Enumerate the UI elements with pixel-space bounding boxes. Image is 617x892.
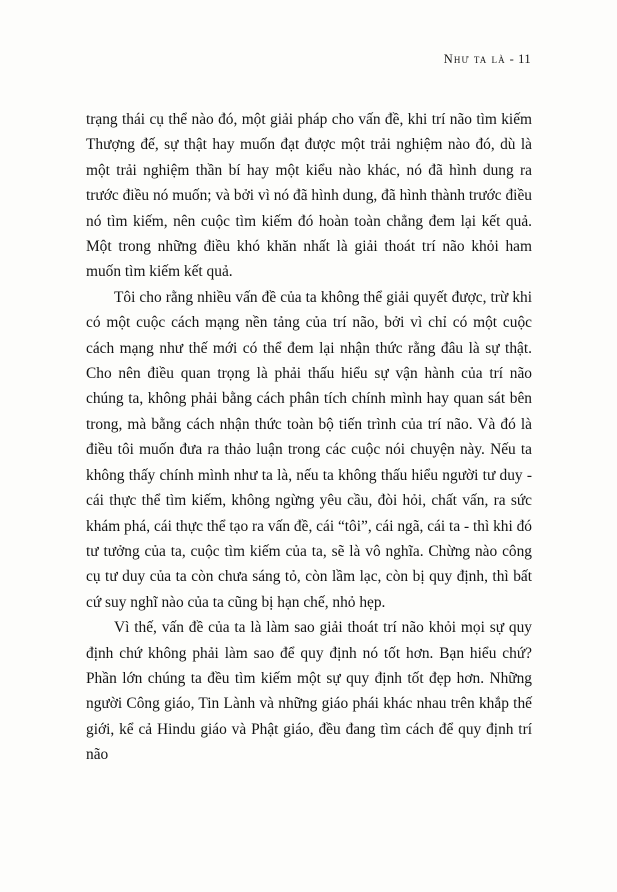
book-title: Như ta là bbox=[443, 52, 506, 66]
page-header bbox=[444, 52, 531, 67]
paragraph-continued: trạng thái cụ thể nào đó, một giải pháp cho vấn đề, khi trí não tìm kiếm Thượng đế, sự thật hay muốn đạt được một trải nghiệm nào đó, dù là một trải nghiệm thần bí hay một kiểu nào khác, nó đã hình dung ra trước điều nó muốn; và bởi vì nó đã hình dung, đã hình thành trước điều nó tìm kiếm, nên cuộc tìm kiếm đó hoàn toàn chẳng đem lại kết quả. Một trong những điều khó khăn nhất là giải thoát trí não khỏi ham muốn tìm kiếm kết quả. bbox=[86, 111, 532, 281]
page-number: 11 bbox=[518, 52, 531, 66]
paragraph: Tôi cho rằng nhiều vấn đề của ta không thể giải quyết được, trừ khi có một cuộc cách mạng nền tảng của trí não, bởi vì chỉ có một cuộc cách mạng như thế mới có thể đem lại nhận thức rằng đâu là sự thật. Cho nên điều quan trọng là phải thấu hiểu sự vận hành của trí não chúng ta, không phải bằng cách phân tích chính mình hay quan sát bên trong, mà bằng cách nhận thức toàn bộ tiến trình của trí não. Và đó là điều tôi muốn đưa ra thảo luận trong các cuộc nói chuyện này. Nếu ta không thấy chính mình như ta là, nếu ta không thấu hiểu người tư duy - cái thực thể tìm kiếm, không ngừng yêu cầu, đòi hỏi, chất vấn, ra sức khám phá, cái thực thể tạo ra vấn đề, cái “tôi”, cái ngã, cái ta - thì khi đó tư tưởng của ta, cuộc tìm kiếm của ta, sẽ là vô nghĩa. Chừng nào công cụ tư duy của ta còn chưa sáng tỏ, còn lầm lạc, còn bị quy định, thì bất cứ suy nghĩ nào của ta cũng bị hạn chế, nhỏ hẹp. bbox=[86, 288, 532, 611]
paragraph: Vì thế, vấn đề của ta là làm sao giải thoát trí não khỏi mọi sự quy định chứ không phải làm sao để quy định nó tốt hơn. Bạn hiểu chứ? Phần lớn chúng ta đều tìm kiếm một sự quy định tốt đẹp hơn. Những người Công giáo, Tin Lành và những giáo phái khác nhau trên khắp thế giới, kể cả Hindu giáo và Phật giáo, đều đang tìm cách để quy định trí não bbox=[86, 619, 532, 764]
header-separator: - bbox=[509, 52, 515, 66]
page-body bbox=[86, 107, 532, 768]
